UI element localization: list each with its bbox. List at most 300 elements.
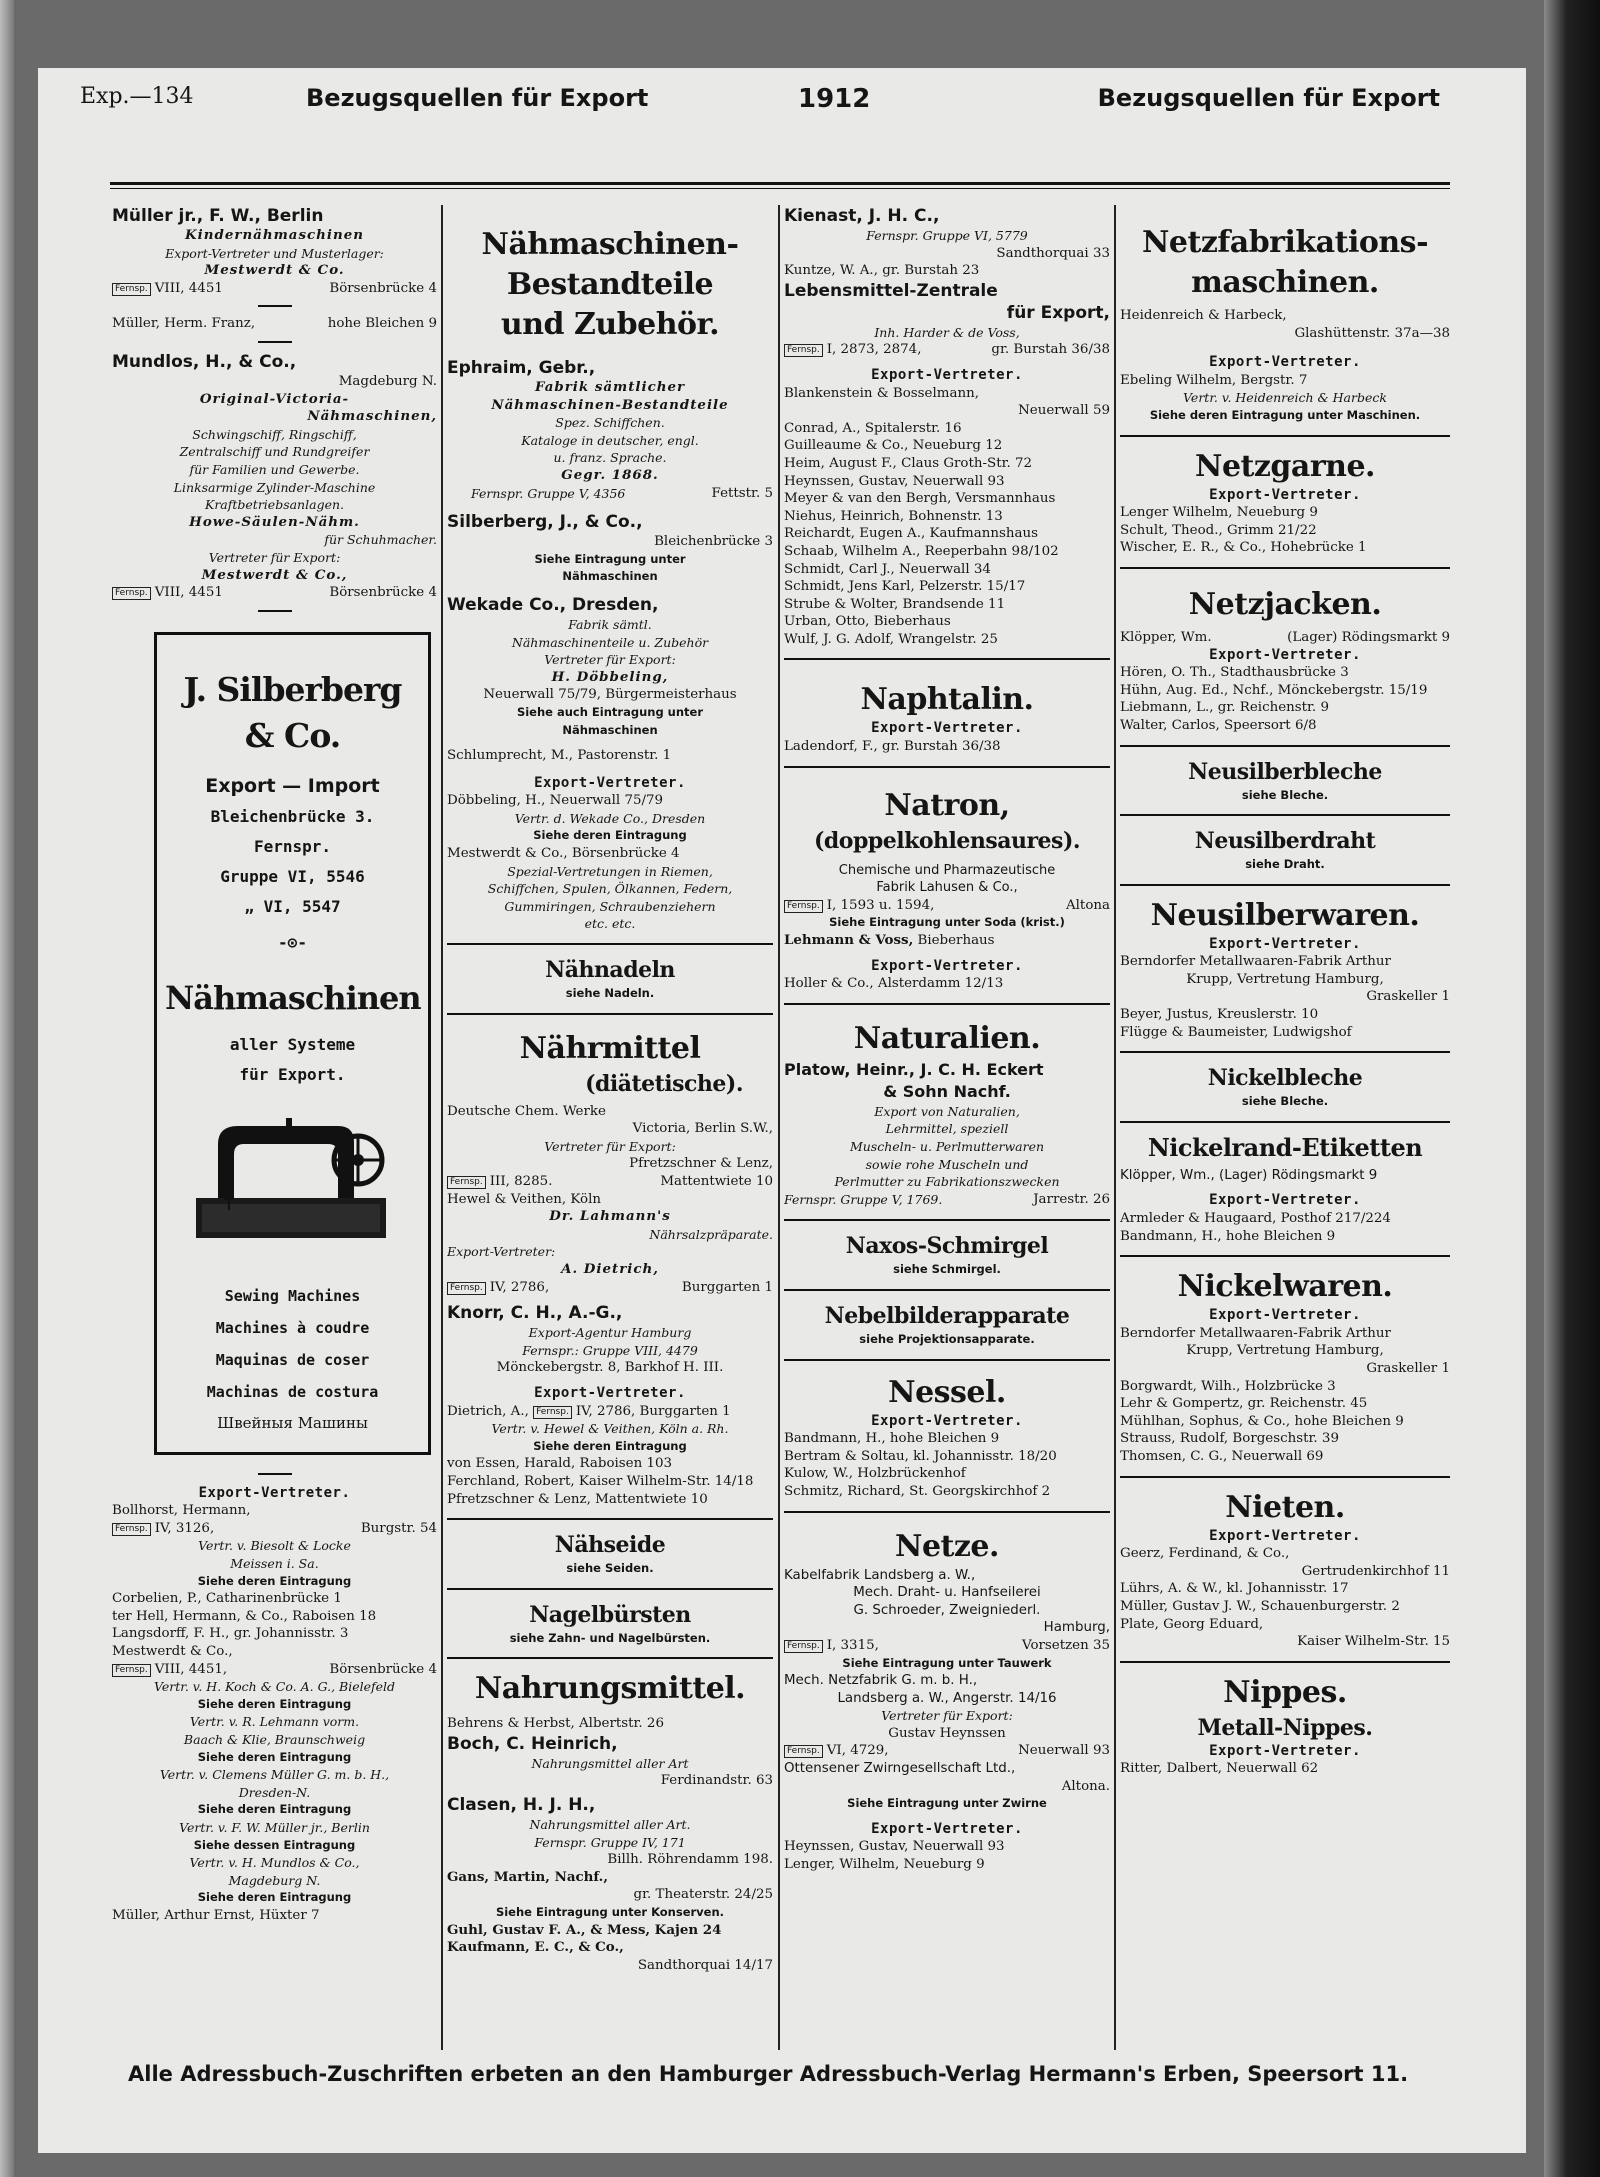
entry-line: Gertrudenkirchhof 11 [1301,1563,1450,1579]
entry-line: Hewel & Veithen, Köln [447,1191,602,1207]
phone-tag: Fernsp. [784,1640,823,1653]
header-title-right: Bezugsquellen für Export [1097,84,1440,112]
cross-reference: siehe Bleche. [1241,1094,1329,1109]
entry-line: Strube & Wolter, Brandsende 11 [784,596,1006,612]
entry-line: Fabrik sämtl. [568,616,652,632]
section-heading: Neusilberwaren. [1150,897,1420,933]
entry-line: Niehus, Heinrich, Bohnenstr. 13 [784,508,1003,524]
section-rule [447,1588,773,1590]
entry-line: u. franz. Sprache. [553,450,667,466]
section-heading: und Zubehör. [500,307,720,342]
entry-line: Neuerwall 75/79, Bürgermeisterhaus [483,687,737,703]
section-heading: Nähnadeln [545,957,675,984]
entry-line: Pfretzschner & Lenz, Mattentwiete 10 [447,1491,708,1507]
column-2 [447,205,773,2050]
entry-line: Thomsen, C. G., Neuerwall 69 [1120,1448,1324,1464]
section-rule [784,1511,1110,1513]
cross-reference: siehe Nadeln. [565,986,655,1001]
entry-name: Müller jr., F. W., Berlin [112,206,324,226]
export-agents-heading: Export-Vertreter. [534,1384,686,1401]
section-rule [1120,1051,1450,1053]
address: Börsenbrücke 4 [329,1661,437,1677]
section-rule [784,1219,1110,1221]
entry-name: Kaufmann, E. C., & Co., [447,1939,624,1956]
entry-name: Klöpper, Wm. [1120,629,1212,645]
section-heading: Nickelrand-Etiketten [1147,1132,1423,1162]
column-divider [778,205,780,2050]
address: IV, 2786, Burggarten 1 [575,1403,731,1419]
entry-name: Wekade Co., Dresden, [447,594,659,615]
cross-reference: siehe Seiden. [566,1561,654,1576]
cross-reference: Siehe deren Eintragung unter Maschinen. [1149,407,1421,422]
entry-line: Urban, Otto, Bieberhaus [784,614,951,630]
entry-line: ter Hell, Hermann, & Co., Raboisen 18 [112,1608,377,1624]
export-agents-heading: Export-Vertreter. [871,1412,1023,1429]
address: Bieberhaus [917,933,995,949]
section-rule [447,1013,773,1015]
column-divider [1114,205,1116,2050]
entry-line: Howe-Säulen-Nähm. [189,513,360,530]
section-heading: Neusilberdraht [1194,828,1376,855]
entry-line: etc. etc. [584,916,636,932]
entry-line: Vertr. v. F. W. Müller jr., Berlin [179,1819,370,1835]
entry-line: Vertr. v. R. Lehmann vorm. [189,1714,360,1730]
export-agents-heading: Export-Vertreter. [1209,486,1361,503]
section-rule [784,1359,1110,1361]
entry-line: Vertr. v. Hewel & Veithen, Köln a. Rh. [491,1421,729,1437]
entry-line: Schaab, Wilhelm A., Reeperbahn 98/102 [784,543,1059,559]
entry-line: Lührs, A. & W., kl. Johannisstr. 17 [1120,1581,1349,1597]
entry-line: Berndorfer Metallwaaren-Fabrik Arthur [1120,1325,1391,1341]
address: Pastorenstr. 1 [577,748,672,764]
entry-line: Nähmaschinen-Bestandteile [491,396,729,413]
entry-line: Döbbeling, H., Neuerwall 75/79 [447,793,664,809]
header-title-left: Bezugsquellen für Export [306,84,649,112]
entry-line: Vertr. d. Wekade Co., Dresden [514,810,706,826]
entry-name: Müller, Herm. Franz, [112,316,256,332]
section-rule [1120,567,1450,569]
entry-line: Schmidt, Carl J., Neuerwall 34 [784,561,991,577]
entry-name: Klöpper, Wm., [1120,1167,1215,1183]
entry-line: Müller, Arthur Ernst, Hüxter 7 [112,1907,320,1923]
phone-number: I, 1593 u. 1594, [826,897,935,913]
entry-line: Langsdorff, F. H., gr. Johannisstr. 3 [112,1626,349,1642]
section-rule [1120,1121,1450,1123]
section-heading: Nickelwaren. [1177,1269,1393,1305]
entry-line: Vertreter für Export: [881,1708,1013,1724]
entry-line: Ladendorf, F., gr. Burstah 36/38 [784,739,1001,755]
entry-phone-line [784,897,1110,915]
address: Börsenbrücke 4 [329,280,437,296]
entry-line: Pfretzschner & Lenz, [629,1156,773,1172]
entry-line: Krupp, Vertretung Hamburg, [1186,1343,1384,1359]
phone-number: IV, 2786, [489,1279,550,1295]
entry-line: Ferchland, Robert, Kaiser Wilhelm-Str. 14/18 [447,1473,754,1489]
entry-line: Vertreter für Export: [544,652,676,668]
entry-name: Silberberg, J., & Co., [447,512,643,533]
header-year: 1912 [798,84,871,114]
entry-line: Conrad, A., Spitalerstr. 16 [784,420,962,436]
cross-reference: siehe Draht. [1245,857,1325,872]
entry-phone-line [447,1403,773,1421]
phone-tag: Fernsp. [447,1282,486,1295]
section-rule [1120,884,1450,886]
entry-name: Kabelfabrik Landsberg a. W., [784,1567,976,1583]
ad-line: Machinas de costura [206,1382,379,1401]
entry-line: Schult, Theod., Grimm 21/22 [1120,522,1317,538]
entry-line: Altona. [1061,1778,1110,1794]
entry-line: Gegr. 1868. [561,466,659,483]
entry-line [447,485,773,504]
entry-line: Hühn, Aug. Ed., Nchf., Mönckebergstr. 15/19 [1120,682,1428,698]
section-rule [1120,1661,1450,1663]
entry-line: Mühlhan, Sophus, & Co., hohe Bleichen 9 [1120,1413,1404,1429]
entry-line: Fabrik sämtlicher [534,379,686,395]
entry-line: Holler & Co., Alsterdamm 12/13 [784,976,1004,992]
entry-line: Original-Victoria- [199,390,350,407]
export-agents-heading: Export-Vertreter. [871,1820,1023,1837]
address: gr. Burstah 36/38 [991,342,1110,358]
section-heading: Nagelbürsten [529,1601,691,1628]
phone-number: III, 8285. [489,1174,553,1189]
phone-number: VIII, 4451, [154,1661,228,1677]
phone-number: Fernspr. Gruppe V, 4356 [471,485,626,501]
column-3 [784,205,1110,2050]
phone-tag: Fernsp. [784,344,823,357]
entry-line: Mestwerdt & Co., [112,1644,233,1660]
entry-line: Nährsalzpräparate. [649,1226,773,1242]
entry-phone-line [112,584,437,602]
publisher-footer: Alle Adressbuch-Zuschriften erbeten an den Hamburger Adressbuch-Verlag Hermann's Erben, Speersort 11. [128,2062,1409,2086]
section-subheading: Metall-Nippes. [1197,1714,1373,1741]
entry-name: Landsberg a. W., Angerstr. 14/16 [837,1690,1057,1706]
export-agents-heading: Export-Vertreter. [534,774,686,791]
section-rule [1120,1476,1450,1478]
export-agents-heading: Export-Vertreter. [871,720,1023,737]
entry-name: Mech. Draht- u. Hanfseilerei [853,1585,1041,1601]
entry-name: & Sohn Nachf. [883,1081,1011,1101]
section-heading: Nähseide [554,1532,666,1559]
export-agents-heading: Export-Vertreter. [1209,1527,1361,1544]
entry-line: Nähmaschinen [562,569,658,584]
column-1 [112,205,437,2050]
address: Burgstr. 54 [360,1520,437,1536]
entry-line: Blankenstein & Bosselmann, [784,385,979,401]
silberberg-advertisement [154,632,431,1455]
entry-line: Mestwerdt & Co. [204,262,345,279]
entry-line: Krupp, Vertretung Hamburg, [1186,971,1384,987]
section-heading: Nähmaschinen- [481,227,739,262]
section-heading: Neusilberbleche [1188,758,1382,785]
entry-name: Chemische und Pharmazeutische [838,862,1056,878]
entry-name: Fabrik Lahusen & Co., [876,880,1018,896]
entry-phone-line [112,1520,437,1538]
phone-number: Fernspr. Gruppe V, 1769. [784,1191,943,1207]
entry-line: Glashüttenstr. 37a—38 [1294,325,1450,341]
entry-line: Strauss, Rudolf, Borgeschstr. 39 [1120,1431,1339,1447]
entry-line: Lenger, Wilhelm, Neueburg 9 [784,1857,985,1873]
entry-name: Schlumprecht, M., [447,748,574,764]
header-rule [110,182,1450,189]
entry-name: Lebensmittel-Zentrale [784,280,998,301]
entry-name: Guhl, Gustav F. A., & Mess, Kajen 24 [447,1921,722,1938]
section-heading: Nessel. [888,1374,1006,1410]
entry-line: von Essen, Harald, Raboisen 103 [447,1456,673,1472]
section-rule [784,766,1110,768]
entry-line: A. Dietrich, [561,1260,659,1277]
entry-line: Siehe deren Eintragung [197,1749,352,1764]
entry-line: Zentralschiff und Rundgreifer [179,444,370,460]
entry-line: Dr. Lahmann's [549,1208,671,1225]
entry-name: für Export, [1006,302,1110,323]
sewing-machine-icon [188,1114,398,1254]
entry-line: Siehe deren Eintragung [197,1573,352,1588]
entry-line: Müller, Gustav J. W., Schauenburgerstr. 2 [1120,1598,1400,1614]
entry-line: Lehrmittel, speziell [885,1121,1009,1137]
entry-line: Vertr. v. H. Koch & Co. A. G., Bielefeld [153,1679,396,1695]
entry-phone-line [784,1637,1110,1655]
address: Jarrestr. 26 [1033,1191,1110,1207]
ad-heading: Nähmaschinen [165,978,421,1017]
entry-line: Schwingschiff, Ringschiff, [192,426,357,442]
phone-number: VIII, 4451 [154,280,223,296]
entry-line [447,747,773,765]
entry-line: Geerz, Ferdinand, & Co., [1120,1546,1290,1562]
entry-name: G. Schroeder, Zweigniederl. [853,1602,1041,1618]
entry-line: Hören, O. Th., Stadthausbrücke 3 [1120,665,1349,681]
entry-line: Magdeburg N. [338,373,437,389]
running-header [80,80,1440,114]
entry-line: Liebmann, L., gr. Reichenstr. 9 [1120,700,1329,716]
phone-number: I, 2873, 2874, [826,342,922,358]
address: Mattentwiete 10 [660,1174,773,1189]
ad-company-name: J. Silberberg & Co. [183,669,402,755]
entry-line: Dresden-N. [238,1784,311,1800]
entry-line: Fernspr. Gruppe IV, 171 [534,1834,686,1850]
export-agents-heading: Export-Vertreter. [198,1484,351,1501]
address: (Lager) Rödingsmarkt 9 [1219,1167,1378,1183]
section-heading: Naxos-Schmirgel [845,1233,1049,1260]
entry-line: Vertreter für Export: [208,549,341,565]
entry-line: Nahrungsmittel aller Art [531,1755,689,1771]
entry-line: Borgwardt, Wilh., Holzbrücke 3 [1120,1378,1336,1394]
section-heading: Naphtalin. [860,682,1034,718]
entry-name: Dietrich, A., [447,1403,529,1419]
entry-line: Lenger Wilhelm, Neueburg 9 [1120,505,1318,521]
entry-line [1120,1167,1450,1185]
entry-line: Plate, Georg Eduard, [1120,1616,1264,1632]
entry-phone-line [784,341,1110,359]
entry-line: Kaiser Wilhelm-Str. 15 [1297,1634,1450,1650]
address: Altona [1065,897,1110,913]
entry-line: Siehe dessen Eintragung [193,1837,356,1852]
entry-line: Armleder & Haugaard, Posthof 217/224 [1120,1211,1391,1227]
section-heading: maschinen. [1191,265,1379,300]
entry-line: Gummiringen, Schraubenziehern [504,898,716,914]
entry-line: Schiffchen, Spulen, Ölkannen, Federn, [487,881,733,897]
entry-line: Baach & Klie, Braunschweig [183,1732,366,1747]
entry-line: Nähmaschinenteile u. Zubehör [511,634,709,650]
ad-line: Sewing Machines [224,1286,361,1305]
section-heading: Bestandteile [506,267,714,302]
entry-line: Ritter, Dalbert, Neuerwall 62 [1120,1761,1319,1777]
address: Burggarten 1 [681,1279,773,1295]
entry-line: Bertram & Soltau, kl. Johannisstr. 18/20 [784,1448,1057,1464]
entry-phone-line [447,1173,773,1191]
entry-name: Ottensener Zwirngesellschaft Ltd., [784,1761,1016,1777]
address: Neuerwall 93 [1018,1743,1110,1759]
entry-line: Meissen i. Sa. [230,1556,319,1572]
section-rule [1120,814,1450,816]
entry-line: Siehe auch Eintragung unter [516,704,704,719]
entry-line: Meyer & van den Bergh, Versmannhaus [784,491,1056,507]
entry-name: Gans, Martin, Nachf., [447,1868,609,1885]
column-4 [1120,205,1450,2050]
entry-line: Vertr. v. Heidenreich & Harbeck [1183,390,1387,406]
short-rule [258,341,292,343]
address: (Lager) Rödingsmarkt 9 [1287,629,1450,645]
entry-line [112,315,437,333]
entry-line: Heynssen, Gustav, Neuerwall 93 [784,1839,1005,1855]
entry-line: Sandthorquai 14/17 [637,1957,773,1973]
entry-phone-line [784,1742,1110,1760]
section-heading: Nebelbilderapparate [824,1302,1070,1329]
entry-line: Schmidt, Jens Karl, Pelzerstr. 15/17 [784,579,1026,595]
entry-line: Bleichenbrücke 3 [654,534,773,550]
entry-line: Nahrungsmittel aller Art. [529,1817,691,1833]
entry-line: Mestwerdt & Co., [201,566,348,583]
phone-tag: Fernsp. [447,1176,486,1189]
entry-line: Nähmaschinen, [307,408,437,425]
entry-line: Siehe Eintragung unter Konserven. [495,1905,725,1920]
entry-name: Behrens & Herbst, [447,1716,575,1732]
entry-line: Wulf, J. G. Adolf, Wrangelstr. 25 [784,631,998,647]
entry-line: Bandmann, H., hohe Bleichen 9 [1120,1228,1336,1244]
entry-line: Fernspr.: Gruppe VIII, 4479 [522,1342,698,1358]
entry-line: Siehe deren Eintragung [197,1802,352,1817]
entry-line: Graskeller 1 [1366,1361,1450,1376]
entry-phone-line [112,1661,437,1679]
entry-line: Export-Vertreter: [447,1244,556,1260]
entry-line: Berndorfer Metallwaaren-Fabrik Arthur [1120,954,1391,970]
entry-line: Kindernähmaschinen [185,227,364,243]
entry-line: Corbelien, P., Catharinenbrücke 1 [112,1591,342,1607]
ad-line: aller Systeme [229,1034,356,1054]
entry-line [784,932,1110,950]
entry-line: Siehe deren Eintragung [533,828,687,843]
export-agents-heading: Export-Vertreter. [1209,646,1361,663]
entry-line: Bollhorst, Hermann, [112,1503,251,1519]
section-heading: Nieten. [1225,1489,1345,1525]
address: Vorsetzen 35 [1022,1637,1110,1653]
cross-reference: Siehe Eintragung unter Tauwerk [842,1655,1052,1670]
phone-number: I, 3315, [826,1637,879,1653]
section-rule [784,1003,1110,1005]
section-heading: Netzgarne. [1195,448,1375,484]
entry-line: Beyer, Justus, Kreuslerstr. 10 [1120,1007,1319,1023]
entry-line: Wischer, E. R., & Co., Hohebrücke 1 [1120,540,1367,556]
entry-line: Sandthorquai 33 [996,245,1110,261]
entry-line: Schmitz, Richard, St. Georgskirchhof 2 [784,1483,1051,1499]
export-agents-heading: Export-Vertreter. [1209,1742,1361,1759]
entry-line: Kuntze, W. A., gr. Burstah 23 [784,263,980,279]
phone-tag: Fernsp. [533,1406,572,1419]
entry-line: Siehe deren Eintragung [533,1438,687,1453]
entry-line [784,1191,1110,1210]
cross-reference: Siehe Eintragung unter Soda (krist.) [829,915,1065,930]
ad-line: Bleichenbrücke 3. [210,806,375,826]
export-agents-heading: Export-Vertreter. [1209,1192,1361,1209]
page-number: Exp.—134 [80,84,194,109]
ad-line: Fernspr. [253,836,332,856]
ad-line: Gruppe VI, 5546 [220,866,365,886]
scan-right-edge [1544,0,1600,2177]
entry-name: Lehmann & Voss, [784,932,914,949]
export-agents-heading: Export-Vertreter. [871,957,1023,974]
entry-line [447,1715,773,1733]
entry-line: Siehe deren Eintragung [197,1696,352,1711]
entry-line: Siehe deren Eintragung [197,1890,352,1905]
entry-line: Mestwerdt & Co., Börsenbrücke 4 [447,846,680,862]
entry-line: Muscheln- u. Perlmutterwaren [849,1139,1045,1154]
entry-name: Hamburg, [1043,1620,1110,1636]
entry-line: Vertr. v. Clemens Müller G. m. b. H., [159,1767,390,1783]
cross-reference: siehe Schmirgel. [893,1262,1001,1277]
cross-reference: siehe Zahn- und Nagelbürsten. [509,1630,711,1645]
section-heading: Netzfabrikations- [1141,225,1429,260]
entry-phone-line [112,280,437,298]
phone-number: IV, 3126, [154,1520,215,1536]
address: hohe Bleichen 9 [327,316,437,332]
entry-line: Graskeller 1 [1366,989,1450,1005]
entry-line: Bandmann, H., hohe Bleichen 9 [784,1431,1000,1447]
entry-line [1120,629,1450,647]
entry-name: Ephraim, Gebr., [447,358,596,378]
export-agents-heading: Export-Vertreter. [1209,935,1361,952]
entry-line: gr. Theaterstr. 24/25 [633,1887,773,1903]
section-rule [1120,435,1450,437]
cross-reference: siehe Bleche. [1241,787,1329,802]
entry-line: Kataloge in deutscher, engl. [521,432,699,448]
ad-line: Maquinas de coser [215,1350,370,1369]
ad-line: Machines à coudre [215,1318,370,1337]
entry-line: Ebeling Wilhelm, Bergstr. 7 [1120,372,1308,388]
entry-line: Vertr. v. H. Mundlos & Co., [189,1855,360,1871]
entry-line: Export-Vertreter und Musterlager: [165,245,384,261]
entry-line: Guilleaume & Co., Neueburg 12 [784,438,1003,454]
entry-name: Kienast, J. H. C., [784,206,940,226]
phone-tag: Fernsp. [112,1523,151,1536]
section-heading: Natron, [884,787,1010,823]
entry-line: Billh. Röhrendamm 198. [607,1852,773,1868]
entry-line: Export von Naturalien, [874,1103,1020,1119]
entry-line: Heim, August F., Claus Groth-Str. 72 [784,455,1033,471]
entry-line: Kulow, W., Holzbrückenhof [784,1466,966,1482]
entry-line: Ferdinandstr. 63 [660,1773,773,1789]
entry-line: Kraftbetriebsanlagen. [204,497,344,513]
ad-line: für Export. [239,1064,346,1084]
section-heading: Naturalien. [853,1020,1041,1056]
address: Börsenbrücke 4 [329,585,437,601]
entry-line: Linksarmige Zylinder-Maschine [173,479,376,495]
scan-left-edge [0,0,14,2177]
address: Fettstr. 5 [711,485,773,501]
entry-line: Walter, Carlos, Speersort 6/8 [1120,717,1317,733]
phone-tag: Fernsp. [112,587,151,600]
export-agents-heading: Export-Vertreter. [871,366,1023,383]
entry-name: Mech. Netzfabrik G. m. b. H., [784,1673,978,1689]
entry-line: für Familien und Gewerbe. [189,461,360,477]
